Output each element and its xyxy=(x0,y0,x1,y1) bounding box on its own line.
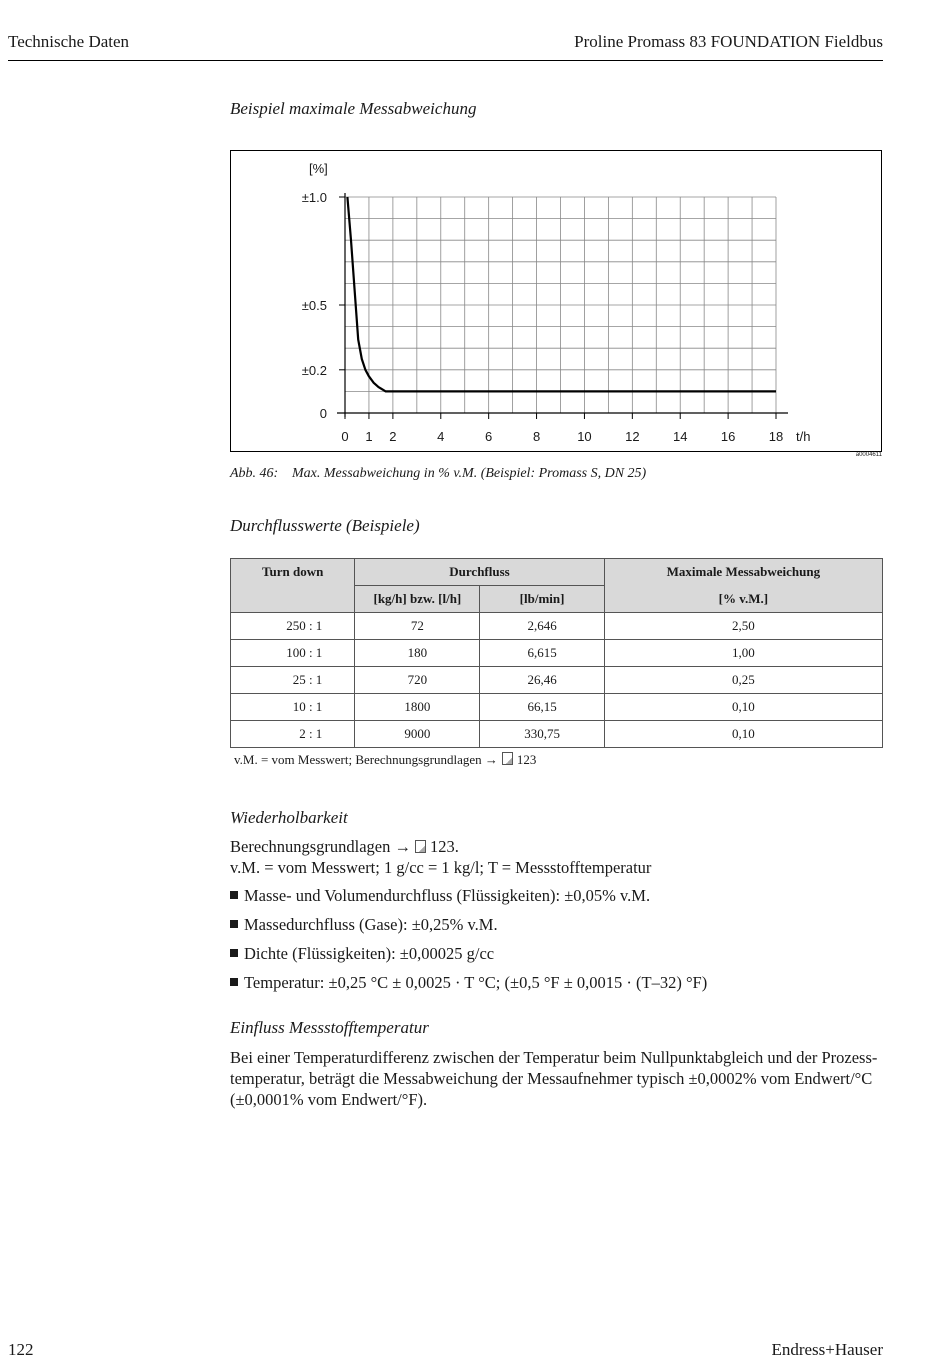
deviation-chart xyxy=(231,151,883,453)
repeatability-reference xyxy=(230,836,459,857)
bullet-item xyxy=(230,973,707,993)
table-row xyxy=(231,640,883,667)
bullet-text: Massedurchfluss (Gase): ±0,25% v.M. xyxy=(244,915,498,934)
reference-page: 123. xyxy=(430,837,459,856)
deviation-cell: 2,50 xyxy=(604,613,882,640)
flow-values-table xyxy=(230,558,883,748)
col-lbmin-header: [lb/min] xyxy=(480,586,604,613)
bullet-square-icon xyxy=(230,978,238,986)
bullet-text: Temperatur: ±0,25 °C ± 0,0025 · T °C; (±0,5 °F ± 0,0015 · (T–32) °F) xyxy=(244,973,708,992)
temperature-paragraph-line: (±0,0001% vom Endwert/°F). xyxy=(230,1090,428,1109)
chart-series-line xyxy=(347,197,776,391)
chart-x-tick-label: 16 xyxy=(720,429,736,444)
temperature-paragraph-line: temperatur, beträgt die Messabweichung der Messaufnehmer typisch ±0,0002% vom Endwert/°C xyxy=(230,1069,873,1088)
page-reference-icon xyxy=(415,840,426,853)
turndown-cell: 2 : 1 xyxy=(231,721,355,748)
chart-y-tick-label: ±0.5 xyxy=(301,298,327,313)
figure-text: Max. Messabweichung in % v.M. (Beispiel: Promass S, DN 25) xyxy=(292,466,647,481)
lbmin-cell: 330,75 xyxy=(480,721,604,748)
chart-x-tick-label: 8 xyxy=(532,429,541,444)
chart-x-tick-label: 2 xyxy=(389,429,397,444)
col-flow-header: Durchfluss xyxy=(355,559,604,586)
table-row xyxy=(231,721,883,748)
kgh-cell: 9000 xyxy=(355,721,480,748)
figure-caption xyxy=(230,466,646,482)
chart-id-label: a0004611 xyxy=(855,452,882,458)
figure-number: Abb. 46: xyxy=(230,466,279,481)
bullet-item xyxy=(230,944,494,964)
footnote-text: v.M. = vom Messwert; Berechnungsgrundlagen → xyxy=(234,752,498,767)
page-number: 122 xyxy=(8,1340,34,1359)
chart-x-tick-label: 6 xyxy=(485,429,493,444)
kgh-cell: 180 xyxy=(355,640,480,667)
chart-frame xyxy=(230,150,882,452)
flow-values-heading: Durchflusswerte (Beispiele) xyxy=(230,516,420,535)
repeatability-note: v.M. = vom Messwert; 1 g/cc = 1 kg/l; T = Messstofftemperatur xyxy=(230,858,652,877)
chart-y-unit-label: [%] xyxy=(309,161,328,176)
deviation-cell: 0,25 xyxy=(604,667,882,694)
footnote-page: 123 xyxy=(516,752,537,767)
bullet-text: Dichte (Flüssigkeiten): ±0,00025 g/cc xyxy=(244,944,495,963)
lbmin-cell: 66,15 xyxy=(480,694,604,721)
header-section-title: Technische Daten xyxy=(8,32,130,51)
col-kgh-header: [kg/h] bzw. [l/h] xyxy=(355,586,480,613)
chart-x-unit-label: t/h xyxy=(796,429,811,444)
reference-text: Berechnungsgrundlagen → xyxy=(230,837,411,856)
table-footnote xyxy=(234,752,536,768)
table-row xyxy=(231,694,883,721)
deviation-cell: 1,00 xyxy=(604,640,882,667)
kgh-cell: 720 xyxy=(355,667,480,694)
col-turndown-subheader xyxy=(231,586,355,613)
col-pct-header: [% v.M.] xyxy=(604,586,882,613)
chart-x-tick-label: 12 xyxy=(625,429,640,444)
col-turndown-header: Turn down xyxy=(231,559,355,586)
kgh-cell: 72 xyxy=(355,613,480,640)
lbmin-cell: 2,646 xyxy=(480,613,604,640)
turndown-cell: 10 : 1 xyxy=(231,694,355,721)
brand-name: Endress+Hauser xyxy=(771,1340,883,1359)
turndown-cell: 100 : 1 xyxy=(231,640,355,667)
chart-y-tick-label: 0 xyxy=(319,406,327,421)
chart-y-tick-label: ±1.0 xyxy=(301,190,327,205)
chart-x-tick-label: 4 xyxy=(437,429,445,444)
turndown-cell: 25 : 1 xyxy=(231,667,355,694)
temperature-paragraph-line: Bei einer Temperaturdifferenz zwischen der Temperatur beim Nullpunktabgleich und der Prozess- xyxy=(230,1048,878,1067)
repeatability-heading: Wiederholbarkeit xyxy=(230,808,348,827)
chart-x-tick-label: 18 xyxy=(768,429,784,444)
chart-x-tick-label: 0 xyxy=(341,429,349,444)
bullet-square-icon xyxy=(230,920,238,928)
bullet-square-icon xyxy=(230,891,238,899)
bullet-item xyxy=(230,886,650,906)
temperature-influence-heading: Einfluss Messstofftemperatur xyxy=(230,1018,429,1037)
bullet-text: Masse- und Volumendurchfluss (Flüssigkeiten): ±0,05% v.M. xyxy=(244,886,651,905)
turndown-cell: 250 : 1 xyxy=(231,613,355,640)
lbmin-cell: 6,615 xyxy=(480,640,604,667)
lbmin-cell: 26,46 xyxy=(480,667,604,694)
col-deviation-header: Maximale Messabweichung xyxy=(604,559,882,586)
page-reference-icon xyxy=(502,752,513,765)
chart-x-tick-label: 10 xyxy=(577,429,592,444)
chart-x-tick-label: 14 xyxy=(672,429,688,444)
bullet-item xyxy=(230,915,498,935)
table-row xyxy=(231,667,883,694)
kgh-cell: 1800 xyxy=(355,694,480,721)
deviation-cell: 0,10 xyxy=(604,694,882,721)
chart-section-heading: Beispiel maximale Messabweichung xyxy=(230,99,477,118)
bullet-square-icon xyxy=(230,949,238,957)
header-document-title: Proline Promass 83 FOUNDATION Fieldbus xyxy=(574,32,883,51)
chart-y-tick-label: ±0.2 xyxy=(301,362,327,378)
chart-x-tick-label: 1 xyxy=(365,429,373,444)
table-row xyxy=(231,613,883,640)
deviation-cell: 0,10 xyxy=(604,721,882,748)
header-divider xyxy=(8,60,883,61)
